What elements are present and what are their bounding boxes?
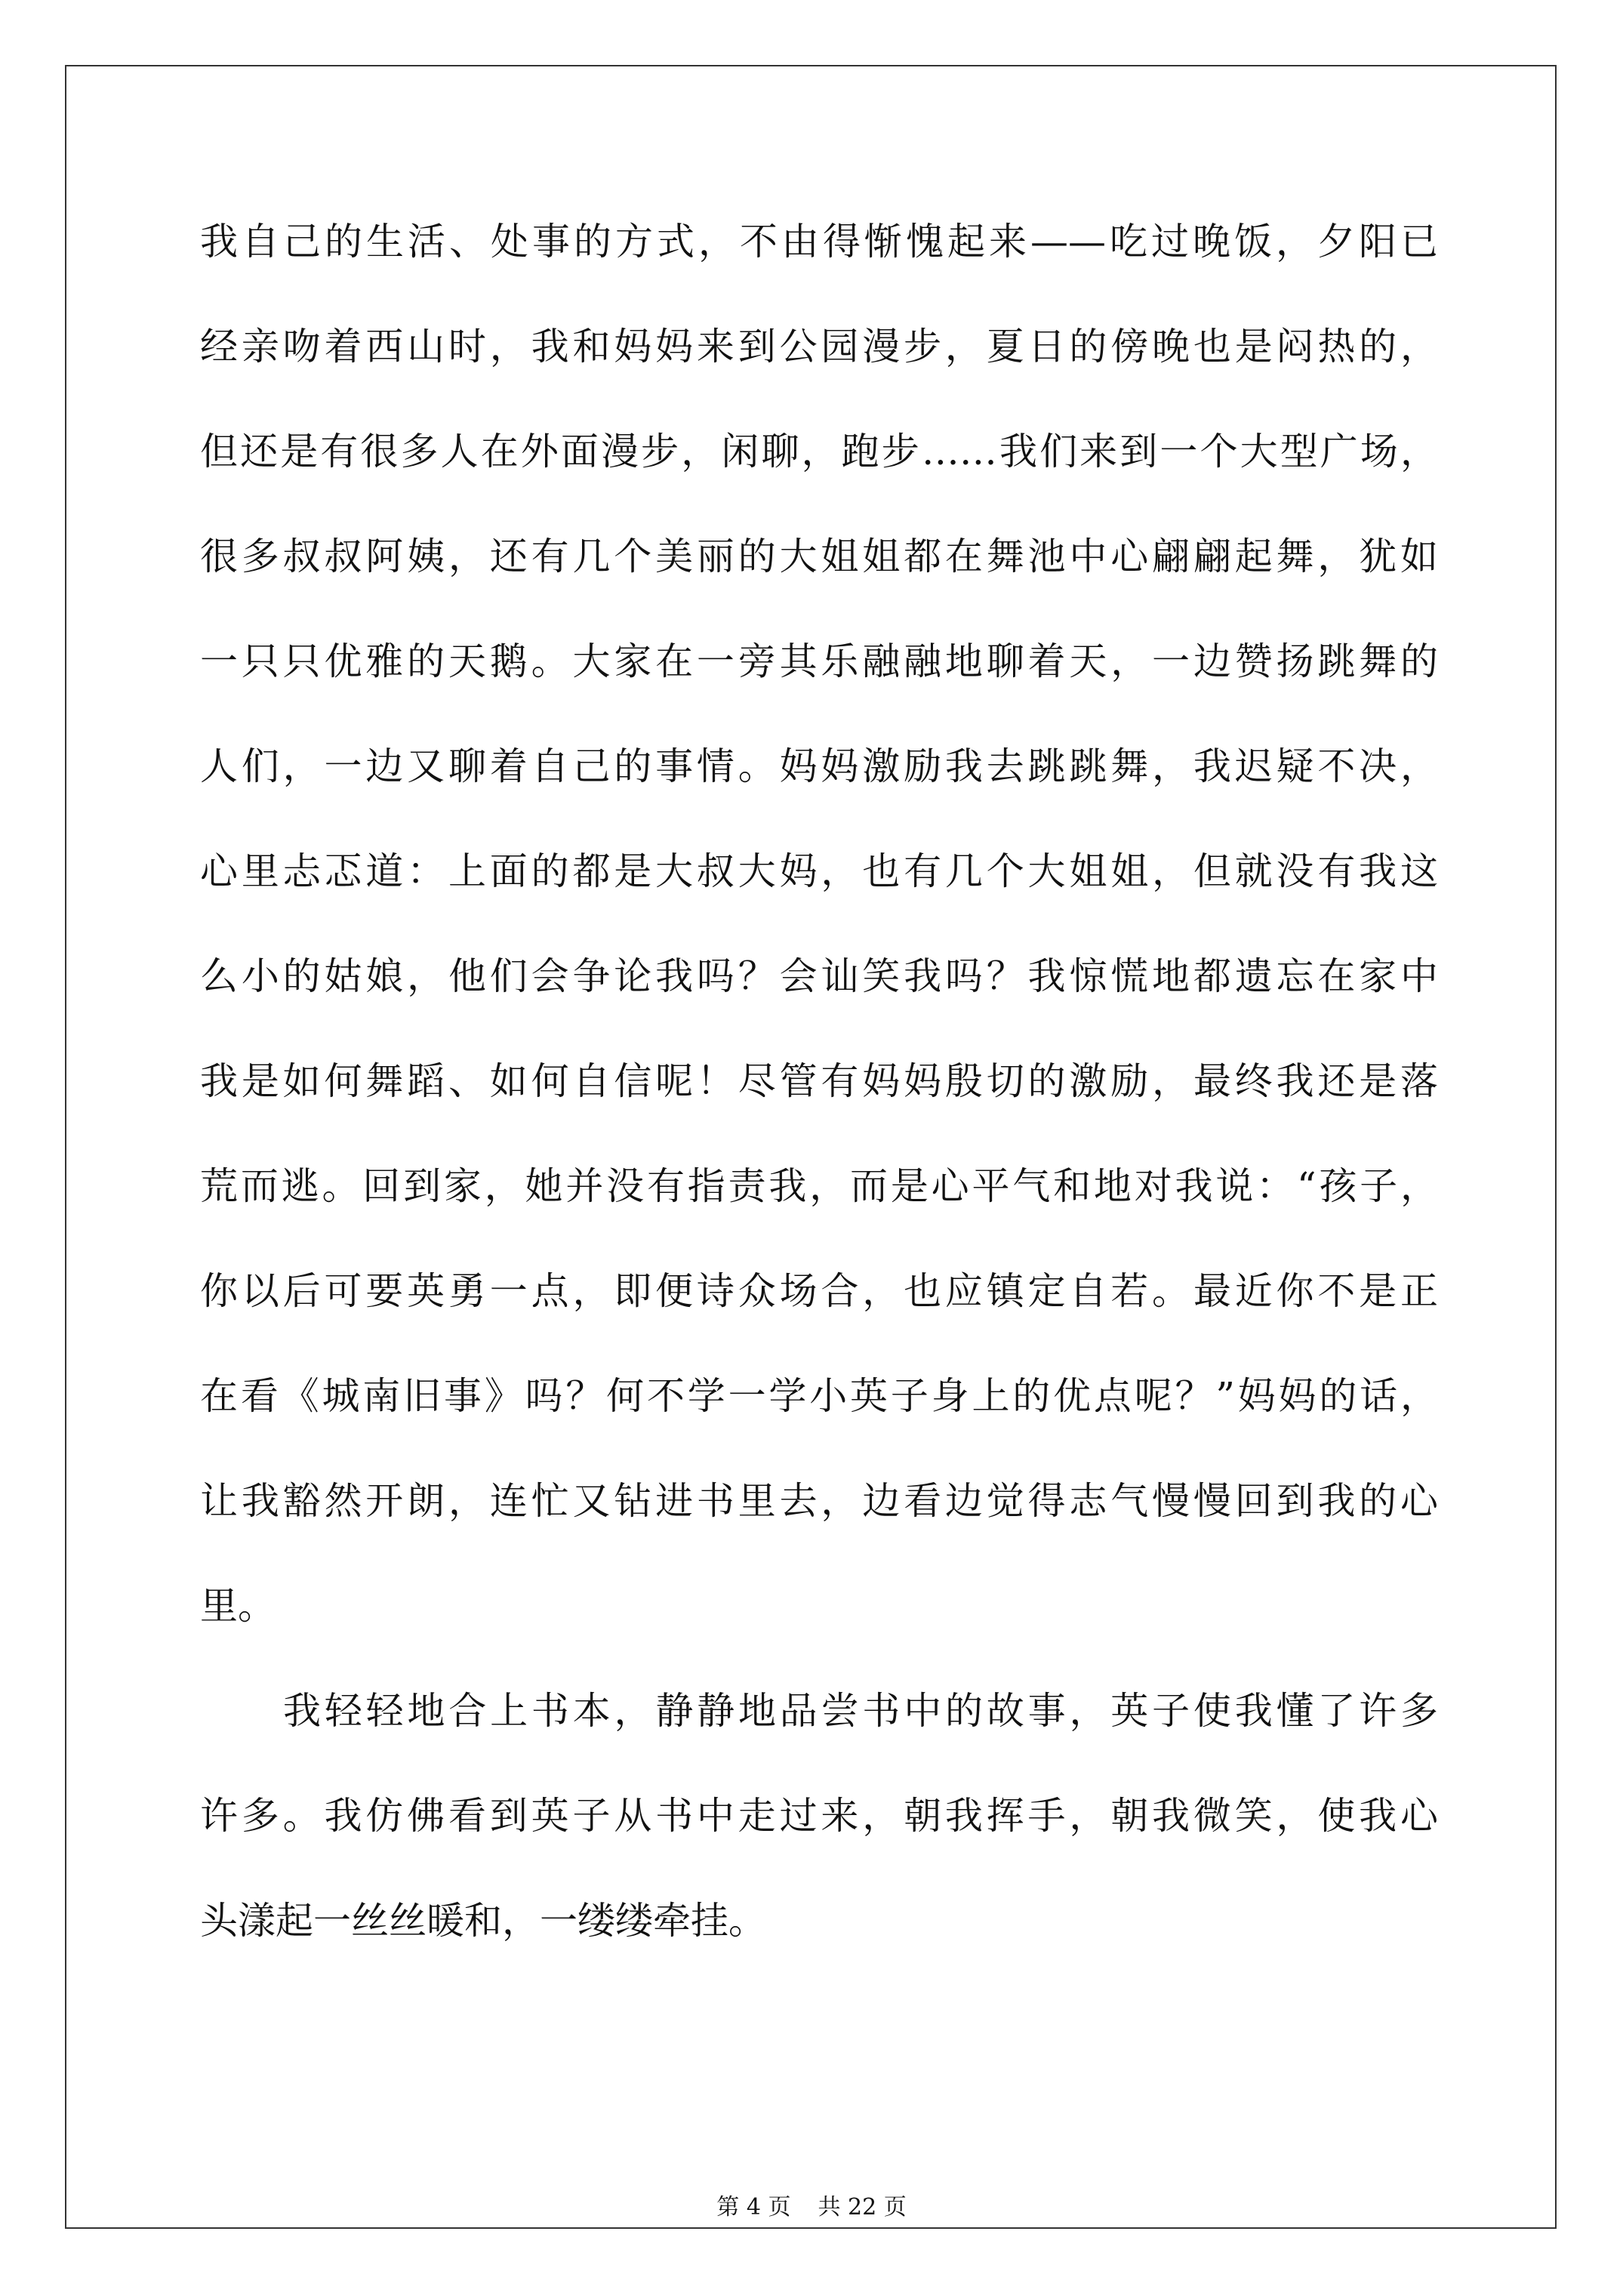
text-line: 人们，一边又聊着自己的事情。妈妈激励我去跳跳舞，我迟疑不决，	[200, 744, 1438, 788]
page-footer	[0, 2188, 1623, 2221]
text-line: 荒而逃。回到家，她并没有指责我，而是心平气和地对我说：“孩子，	[200, 1164, 1438, 1208]
paragraph-1	[200, 219, 1438, 1688]
text-line: 很多叔叔阿姨，还有几个美丽的大姐姐都在舞池中心翩翩起舞，犹如	[200, 535, 1438, 578]
text-line: 经亲吻着西山时，我和妈妈来到公园漫步，夏日的傍晚也是闷热的，	[200, 325, 1438, 368]
text-line: 我轻轻地合上书本，静静地品尝书中的故事，英子使我懂了许多	[283, 1689, 1438, 1733]
text-line: 一只只优雅的天鹅。大家在一旁其乐融融地聊着天，一边赞扬跳舞的	[200, 639, 1438, 683]
text-line: 么小的姑娘，他们会争论我吗？会讪笑我吗？我惊慌地都遗忘在家中	[200, 954, 1438, 998]
page-total: 共 22 页	[818, 2194, 907, 2220]
text-line: 你以后可要英勇一点，即便诗众场合，也应镇定自若。最近你不是正	[200, 1269, 1438, 1313]
text-line: 我是如何舞蹈、如何自信呢！尽管有妈妈殷切的激励，最终我还是落	[200, 1059, 1438, 1103]
page-number: 第 4 页	[716, 2194, 791, 2220]
text-line: 心里忐忑道：上面的都是大叔大妈，也有几个大姐姐，但就没有我这	[200, 849, 1438, 893]
paragraph-2	[200, 1688, 1438, 2003]
text-line: 但还是有很多人在外面漫步，闲聊，跑步……我们来到一个大型广场，	[200, 430, 1438, 473]
text-line: 里。	[200, 1584, 276, 1628]
text-line: 在看《城南旧事》吗？何不学一学小英子身上的优点呢？”妈妈的话，	[200, 1374, 1438, 1418]
text-line: 许多。我仿佛看到英子从书中走过来，朝我挥手，朝我微笑，使我心	[200, 1794, 1438, 1838]
text-line: 头漾起一丝丝暖和，一缕缕牵挂。	[200, 1899, 766, 1943]
document-body	[200, 219, 1438, 2003]
text-line: 让我豁然开朗，连忙又钻进书里去，边看边觉得志气慢慢回到我的心	[200, 1479, 1438, 1523]
text-line: 我自己的生活、处事的方式，不由得惭愧起来——吃过晚饭，夕阳已	[200, 220, 1438, 264]
